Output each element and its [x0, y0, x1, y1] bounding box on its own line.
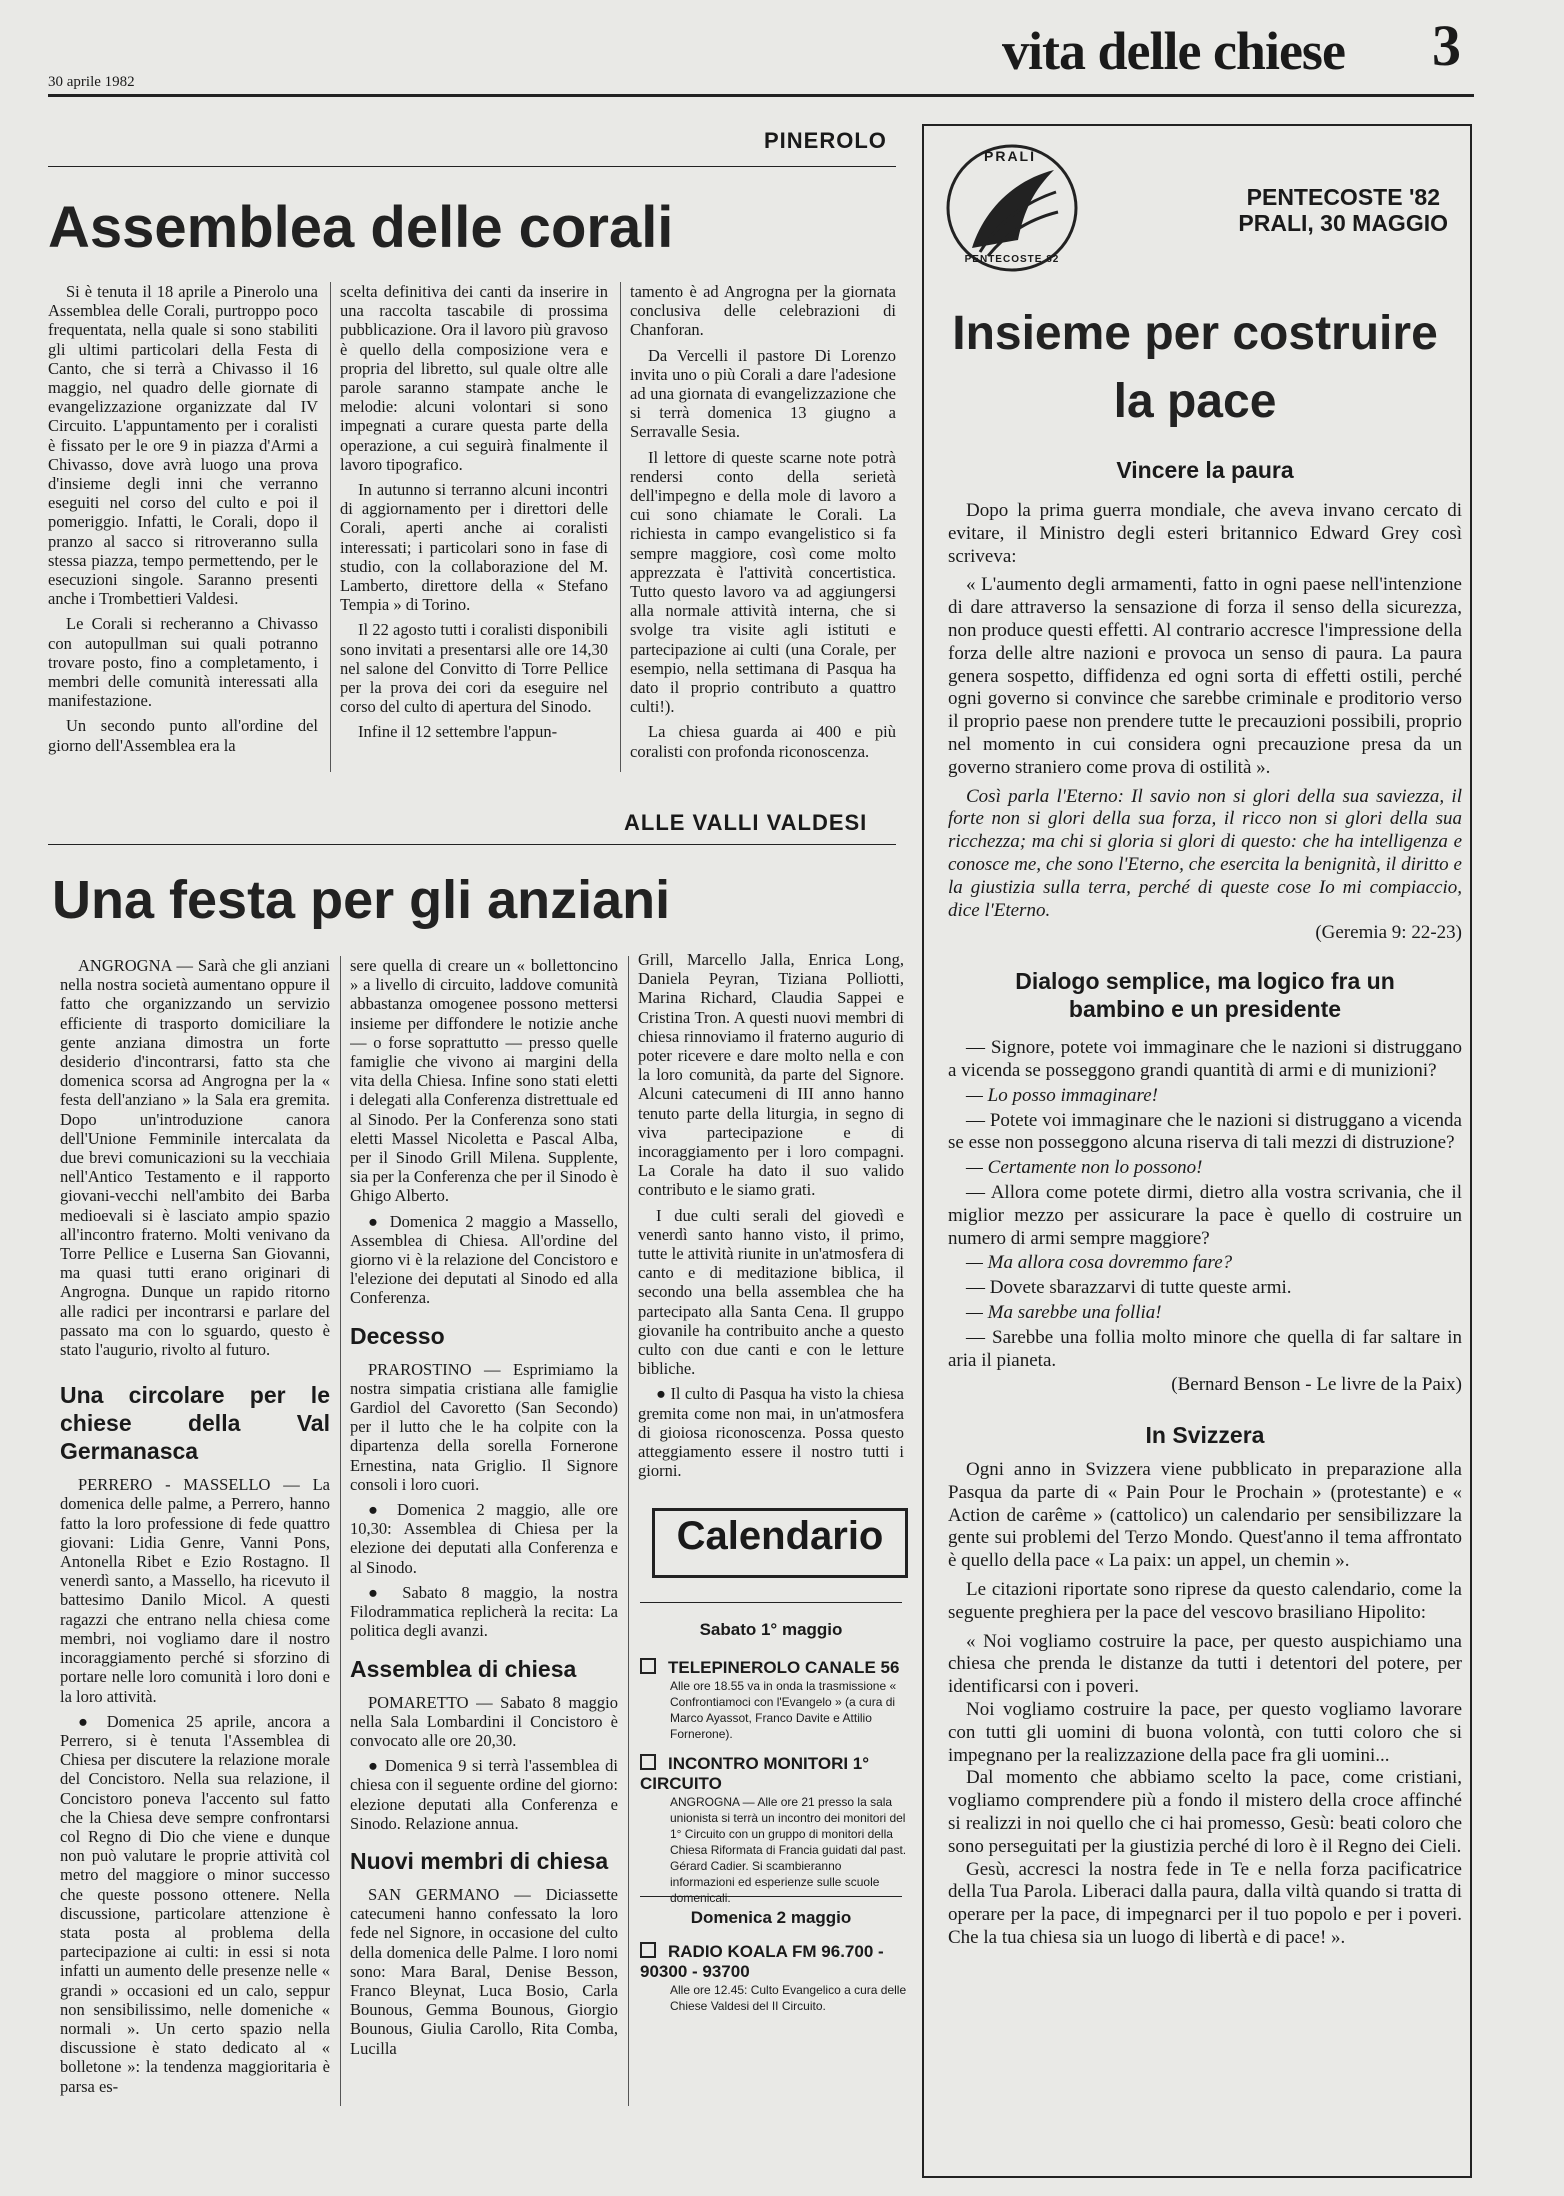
- art1-kicker-rule: [48, 166, 896, 167]
- section-title: vita delle chiese: [1002, 21, 1345, 81]
- art1-title: Assemblea delle corali: [48, 195, 674, 260]
- calendario-day-2: Domenica 2 maggio: [690, 1908, 852, 1927]
- event-line-1: PENTECOSTE '82: [1246, 184, 1440, 210]
- subheading-assemblea: Assemblea di chiesa: [350, 1655, 577, 1682]
- calendario-item: [640, 1658, 908, 1678]
- paragraph: ● Domenica 2 maggio, alle ore 10,30: Assemblea di Chiesa per la elezione dei deputati alla Conferenza e al Sinodo.: [350, 1500, 618, 1577]
- calendario-item: [640, 1942, 908, 1982]
- column-divider: [330, 282, 331, 772]
- pentecoste-logo: [944, 140, 1080, 276]
- art2-column-1: [60, 956, 330, 2116]
- dialog-line: — Ma allora cosa dovremmo fare?: [966, 1252, 1233, 1274]
- column-divider: [620, 282, 621, 772]
- paragraph: ● Domenica 2 maggio a Massello, Assemblea di Chiesa. All'ordine del giorno vi è la relazione del Concistoro e l'elezione dei deputati al Sinodo ed alla Conferenza.: [350, 1211, 618, 1308]
- paragraph: Da Vercelli il pastore Di Lorenzo invita uno o più Corali a dare l'adesione ad una giornata di evangelizzazione che si terrà domenica 13 giugno a Serravalle Sesia.: [630, 345, 896, 442]
- column-divider: [340, 956, 341, 2106]
- paragraph: Grill, Marcello Jalla, Enrica Long, Daniela Peyran, Tiziana Polliotti, Marina Richard, Claudia Sappei e Cristina Tron. A questi nuovi membri di chiesa rinnoviamo il fraterno augurio di poter ricevere e dare molto nella e con la loro comunità, da parte del Signore. Alcuni catecumeni di III anno hanno tenuto parte della liturgia, in segno di viva partecipazione e di incoraggiamento per i loro compagni. La Corale ha dato il suo valido contributo e le siamo grati.: [638, 950, 904, 1200]
- dialog: [948, 1037, 1462, 1372]
- paragraph: ● Sabato 8 maggio, la nostra Filodrammatica replicherà la recita: La politica degli avanzi.: [350, 1582, 618, 1641]
- subheading-nuovi-membri: Nuovi membri di chiesa: [350, 1847, 609, 1874]
- paragraph: Le citazioni riportate sono riprese da questo calendario, come la seguente preghiera per la pace del vescovo brasiliano Hipolito:: [948, 1579, 1462, 1623]
- sidebar-body: [948, 456, 1462, 1956]
- calendario-entries-2: [640, 1934, 908, 2014]
- dialog-line: — Lo posso immaginare!: [966, 1084, 1158, 1106]
- paragraph: Dopo la prima guerra mondiale, che aveva invano cercato di evitare, il Ministro degli esteri britannico Edward Grey così scriveva:: [948, 500, 1462, 567]
- calendario-rule: [640, 1602, 902, 1603]
- paragraph: PRAROSTINO — Esprimiamo la nostra simpatia cristiana alle famiglie Gardiol del Cavoretto (San Secondo) per il lutto che le ha colpite con la dipartenza della sorella Fornerone Ernestina, nata Griglio. Il Signore consoli i loro cuori.: [350, 1359, 618, 1494]
- art2-column-2: [350, 956, 618, 2116]
- calendario-day-1: Sabato 1° maggio: [699, 1620, 843, 1639]
- page-number: 3: [1432, 13, 1461, 78]
- paragraph: « L'aumento degli armamenti, fatto in ogni paese nell'intenzione di dare attraverso la sensazione di forza il senso della sicurezza, non produce questi effetti. Al contrario accresce l'impressione della forza delle altre nazioni e provoca un senso di paura. La paura genera sospetto, diffidenza ed ogni sorta di effetti ostili, perché ogni governo si convince che sarebbe criminale e proditorio verso il proprio paese non prendere tutte le precauzioni possibili, proprio nel momento in cui considera ogni precauzione presa da un governo straniero come prova di ostilità ».: [948, 574, 1462, 778]
- paragraph: POMARETTO — Sabato 8 maggio nella Sala Lombardini il Concistoro è convocato alle ore 20,30.: [350, 1692, 618, 1750]
- bible-reference: (Geremia 9: 22-23): [1315, 922, 1462, 944]
- logo-top-text: PRALI: [984, 148, 1036, 164]
- paragraph: ● Domenica 25 aprile, ancora a Perrero, si è tenuta l'Assemblea di Chiesa per discutere la relazione morale del Concistoro. Nella sua relazione, il Concistoro poneva l'accento sul fatto che la Chiesa deve sempre confrontarsi col Regno di Dio che viene e dunque non può valutare le proprie attività col metro del maggiore o minor successo che queste possono ottenere. Nella discussione, particolare attenzione è stata posta al problema della partecipazione ai culti: in essi si nota infatti un aumento delle presenze nelle « grandi » occasioni ed un calo, seppur non sensibilissimo, nelle domeniche « normali ». Un certo spazio nella discussione è stato dedicato al « bolletone »: la tendenza maggioritaria è parsa es-: [60, 1711, 330, 2096]
- calendario-item-title: RADIO KOALA FM 96.700 - 90300 - 93700: [640, 1942, 884, 1981]
- checkbox-icon: [640, 1754, 656, 1770]
- subheading-vincere-la-paura: Vincere la paura: [1116, 457, 1294, 483]
- paragraph: ● Domenica 9 si terrà l'assemblea di chiesa con il seguente ordine del giorno: elezione deputati alla Conferenza e Sinodo. Relazione annua.: [350, 1756, 618, 1833]
- calendario-item-text: Alle ore 18.55 va in onda la trasmissione « Confrontiamoci con l'Evangelo » (a cura di Marco Ayassot, Franco Davite e Attilio Fornerone).: [670, 1679, 897, 1741]
- paragraph: ● Il culto di Pasqua ha visto la chiesa gremita come non mai, in un'atmosfera di gioiosa riconoscenza. Possa questo atteggiamento essere il nostro tutti i giorni.: [638, 1384, 904, 1481]
- paragraph: sere quella di creare un « bollettoncino » a livello di circuito, laddove comunità abbastanza omogenee possono mettersi insieme per diffondere le notizie anche — o forse soprattutto — presso quelle famiglie che vivono ai margini della vita della Chiesa. Infine sono stati eletti i delegati alla Conferenza distrettuale ed al Sinodo. Per la Conferenza sono stati eletti Massel Nicoletta e Pascal Alba, per il Sinodo Grill Milena. Supplente, sia per la Conferenza che per il Sinodo è Ghigo Alberto.: [350, 956, 618, 1206]
- art1-column-1: [48, 282, 318, 776]
- calendario-entries-1: [640, 1650, 908, 1906]
- calendario-rule: [640, 1896, 902, 1897]
- calendario-item-title: INCONTRO MONITORI 1° CIRCUITO: [640, 1754, 870, 1793]
- paragraph: La chiesa guarda ai 400 e più coralisti con profonda riconoscenza.: [630, 722, 896, 761]
- dialog-line: — Potete voi immaginare che le nazioni si distruggano a vicenda se esse non posseggono alcuna riserva di tali mezzi di distruzione?: [948, 1109, 1462, 1154]
- paragraph: Il lettore di queste scarne note potrà rendersi conto della serietà dell'impegno e della mole di lavoro a cui sono chiamate le Corali. La richiesta in campo evangelistico si fa sempre maggiore, così come molto apprezzata è l'attività concertistica. Tutto questo lavoro va ad aggiungersi alla normale attività interna, che si svolge tra visite agli istituti e partecipazione ai culti (una Corale, per esempio, nella settimana di Pasqua ha dato il proprio contributo a quattro culti!).: [630, 447, 896, 717]
- calendario-item-text: Alle ore 12.45: Culto Evangelico a cura delle Chiese Valdesi del II Circuito.: [670, 1983, 907, 2013]
- logo-bottom-text: PENTECOSTE 82: [964, 254, 1060, 265]
- subheading-dialogo: Dialogo semplice, ma logico fra un bambino e un presidente: [1015, 968, 1395, 1023]
- issue-date: 30 aprile 1982: [48, 74, 135, 90]
- dialog-line: — Sarebbe una follia molto minore che quella di far saltare in aria il pianeta.: [948, 1326, 1462, 1371]
- sidebar-title: Insieme per costruire la pace: [952, 307, 1438, 428]
- subheading-in-svizzera: In Svizzera: [1145, 1422, 1265, 1449]
- art2-title: Una festa per gli anziani: [52, 870, 671, 930]
- paragraph: Dal momento che abbiamo scelto la pace, come cristiani, vogliamo comprendere più a fondo il mistero della croce affinché si realizzi in noi quello che ci hai promesso, Gesù: beati coloro che sono perseguitati per la giustizia perché di loro è il Regno dei Cieli.: [948, 1767, 1462, 1857]
- checkbox-icon: [640, 1942, 656, 1958]
- art1-kicker: PINEROLO: [764, 128, 887, 153]
- art2-kicker-rule: [48, 844, 896, 845]
- paragraph: Le Corali si recheranno a Chivasso con autopullman sui quali potranno trovare posto, fino a completamento, i membri delle comunità interessati alla manifestazione.: [48, 614, 318, 711]
- paragraph: Noi vogliamo costruire la pace, per questo vogliamo lavorare con tutti gli uomini di buona volontà, con tutti coloro che si impegnano per la realizzazione della pace fra gli uomini...: [948, 1699, 1462, 1766]
- paragraph: Ogni anno in Svizzera viene pubblicato in preparazione alla Pasqua da parte di « Pain Pour le Prochain » (protestante) e « Action de carême » (cattolico) un calendario per sensibilizzare la gente sui problemi del Terzo Mondo. Quest'anno il tema affrontato è quello della pace « La paix: un appel, un chemin ».: [948, 1459, 1462, 1572]
- calendario-item-text: ANGROGNA — Alle ore 21 presso la sala unionista si terrà un incontro dei monitori del 1° Circuito con un gruppo di monitori della Chiesa Riformata di Francia guidati dal past. Gérard Cadier. Si scambieranno informazioni ed esperienze sulle scuole domenicali.: [670, 1795, 907, 1905]
- subheading-circolare: Una circolare per le chiese della Val Germanasca: [60, 1382, 330, 1465]
- paragraph: Un secondo punto all'ordine del giorno dell'Assemblea era la: [48, 716, 318, 755]
- dialog-reference: (Bernard Benson - Le livre de la Paix): [1171, 1374, 1462, 1396]
- subheading-decesso: Decesso: [350, 1322, 445, 1349]
- paragraph: Gesù, accresci la nostra fede in Te e nella forza pacificatrice della Tua Parola. Liberaci dalla paura, dalla viltà quando si tratta di operare per la pace, di impegnarci per il tuo popolo e per i poveri. Che la tua chiesa sia un luogo di libertà e di pace! ».: [948, 1858, 1462, 1949]
- paragraph: In autunno si terranno alcuni incontri di aggiornamento per i direttori delle Corali, aperti anche ai coralisti interessati; i particolari sono in fase di studio, con la collaborazione del M. Lamberto, direttore della « Stefano Tempia » di Torino.: [340, 480, 608, 615]
- art2-kicker: ALLE VALLI VALDESI: [624, 810, 868, 835]
- paragraph: SAN GERMANO — Diciassette catecumeni hanno confessato la loro fede nel Signore, in occasione del culto della domenica delle Palme. I loro nomi sono: Mara Baral, Denise Besson, Franco Bleynat, Luca Bosio, Carla Bounous, Gemma Bounous, Giorgio Bounous, Giulia Carollo, Rita Comba, Lucilla: [350, 1884, 618, 2058]
- header-rule: [48, 94, 1474, 97]
- paragraph: tamento è ad Angrogna per la giornata conclusiva delle celebrazioni di Chanforan.: [630, 282, 896, 340]
- column-divider: [628, 956, 629, 2106]
- paragraph: Infine il 12 settembre l'appun-: [358, 722, 558, 742]
- dialog-line: — Certamente non lo possono!: [966, 1157, 1203, 1179]
- dialog-line: — Dovete sbarazzarvi di tutte queste armi.: [966, 1277, 1292, 1299]
- calendario-item-title: TELEPINEROLO CANALE 56: [668, 1658, 900, 1677]
- paragraph: Il 22 agosto tutti i coralisti disponibili sono invitati a presentarsi alle ore 14,30 nel salone del Convitto di Torre Pellice per la prova dei cori da eseguire nel corso del culto di apertura del Sinodo.: [340, 620, 608, 717]
- paragraph: « Noi vogliamo costruire la pace, per questo auspichiamo una chiesa che prenda le distanze da tutti i detentori del potere, per identificarsi con i poveri.: [948, 1630, 1462, 1698]
- art2-column-3: [638, 950, 904, 1490]
- calendario-title: Calendario: [676, 1514, 884, 1558]
- art1-column-2: [340, 282, 608, 776]
- calendario-item: [640, 1754, 908, 1794]
- paragraph: Si è tenuta il 18 aprile a Pinerolo una Assemblea delle Corali, purtroppo poco frequentata, nella quale si sono stabiliti gli ultimi particolari della Festa di Canto, che si terrà a Chivasso il 16 maggio, nel quadro delle giornate di evangelizzazione organizzate dal IV Circuito. L'appuntamento per i coralisti è fissato per le ore 9 in piazza d'Armi a Chivasso, dove avrà luogo una prova d'insieme degli inni che verranno eseguiti nel corso del culto e poi il pomeriggio. Infatti, le Corali, dopo il pranzo al sacco si ritroveranno sulla stessa piazza, tempo permettendo, per le esecuzioni singole. Saranno presenti anche i Trombettieri Valdesi.: [48, 282, 318, 609]
- paragraph: scelta definitiva dei canti da inserire in una raccolta tascabile di prossima pubblicazione. Ora il lavoro più gravoso è quello della composizione vera e propria del libretto, sul quale oltre alle parole saranno stampate anche le melodie: alcuni volontari si sono impegnati a curare questa parte della operazione, a cui seguirà finalmente il lavoro tipografico.: [340, 282, 608, 474]
- paragraph: I due culti serali del giovedì e venerdì santo hanno visto, il primo, tutte le attività riunite in un'atmosfera di canto e di meditazione biblica, il secondo una bella assemblea che ha partecipato alla Santa Cena. Il gruppo giovanile ha contribuito anche a questo culto con due canti e con le letture bibliche.: [638, 1205, 904, 1379]
- event-line-2: PRALI, 30 MAGGIO: [1238, 210, 1448, 236]
- checkbox-icon: [640, 1658, 656, 1674]
- dialog-line: — Allora come potete dirmi, dietro alla vostra scrivania, che il miglior mezzo per assicurare la pace è quello di costruire un numero di armi sempre maggiore?: [948, 1181, 1462, 1249]
- art1-column-3: [630, 282, 896, 776]
- dialog-line: — Ma sarebbe una follia!: [966, 1301, 1162, 1323]
- paragraph: PERRERO - MASSELLO — La domenica delle palme, a Perrero, hanno fatto la loro professione di fede quattro giovani: Lidia Genre, Vanni Pons, Antonella Ribet e Ezio Rostagno. Il venerdì santo, a Massello, ha ricevuto il battesimo Danilo Micol. A questi ragazzi che entrano nella chiesa come membri, noi vogliamo dare il nostro incoraggiamento perché si sforzino di portare nelle loro comunità i loro doni e la loro attività.: [60, 1475, 330, 1706]
- bible-quote: Così parla l'Eterno: Il savio non si glori della sua saviezza, il forte non si glori della sua forza, il ricco non si glori della sua ricchezza; ma chi si gloria si glori di questo: che ha intelligenza e conosce me, che sono l'Eterno, che esercita la benignità, il diritto e la giustizia sulla terra, perché di queste cose Io mi compiaccio, dice l'Eterno.: [948, 785, 1462, 921]
- dialog-line: — Signore, potete voi immaginare che le nazioni si distruggano a vicenda se posseggono grandi quantità di armi e di munizioni?: [948, 1037, 1462, 1081]
- paragraph: ANGROGNA — Sarà che gli anziani nella nostra società aumentano oppure il fatto che organizzando un servizio efficiente di trasporto domiciliare la gente anziana dimostra un forte desiderio d'incontrarsi, fatto sta che domenica scorsa ad Angrogna per la « festa dell'anziano » la Sala era gremita. Dopo un'introduzione canora dell'Unione Femminile intercalata da due brevi comunicazioni su la vecchiaia nell'Antico Testamento e il rapporto giovani-vecchi nell'ambito dei Barba medioevali si è lasciato ampio spazio all'incontro fraterno. Molti venivano da Torre Pellice e Luserna San Giovanni, ma quasi tutti erano originari di Angrogna. Dunque un rapido ritorno alle radici per incontrarsi e parlare del passato ma con lo sguardo, questo è stato l'augurio, rivolto al futuro.: [60, 956, 330, 1360]
